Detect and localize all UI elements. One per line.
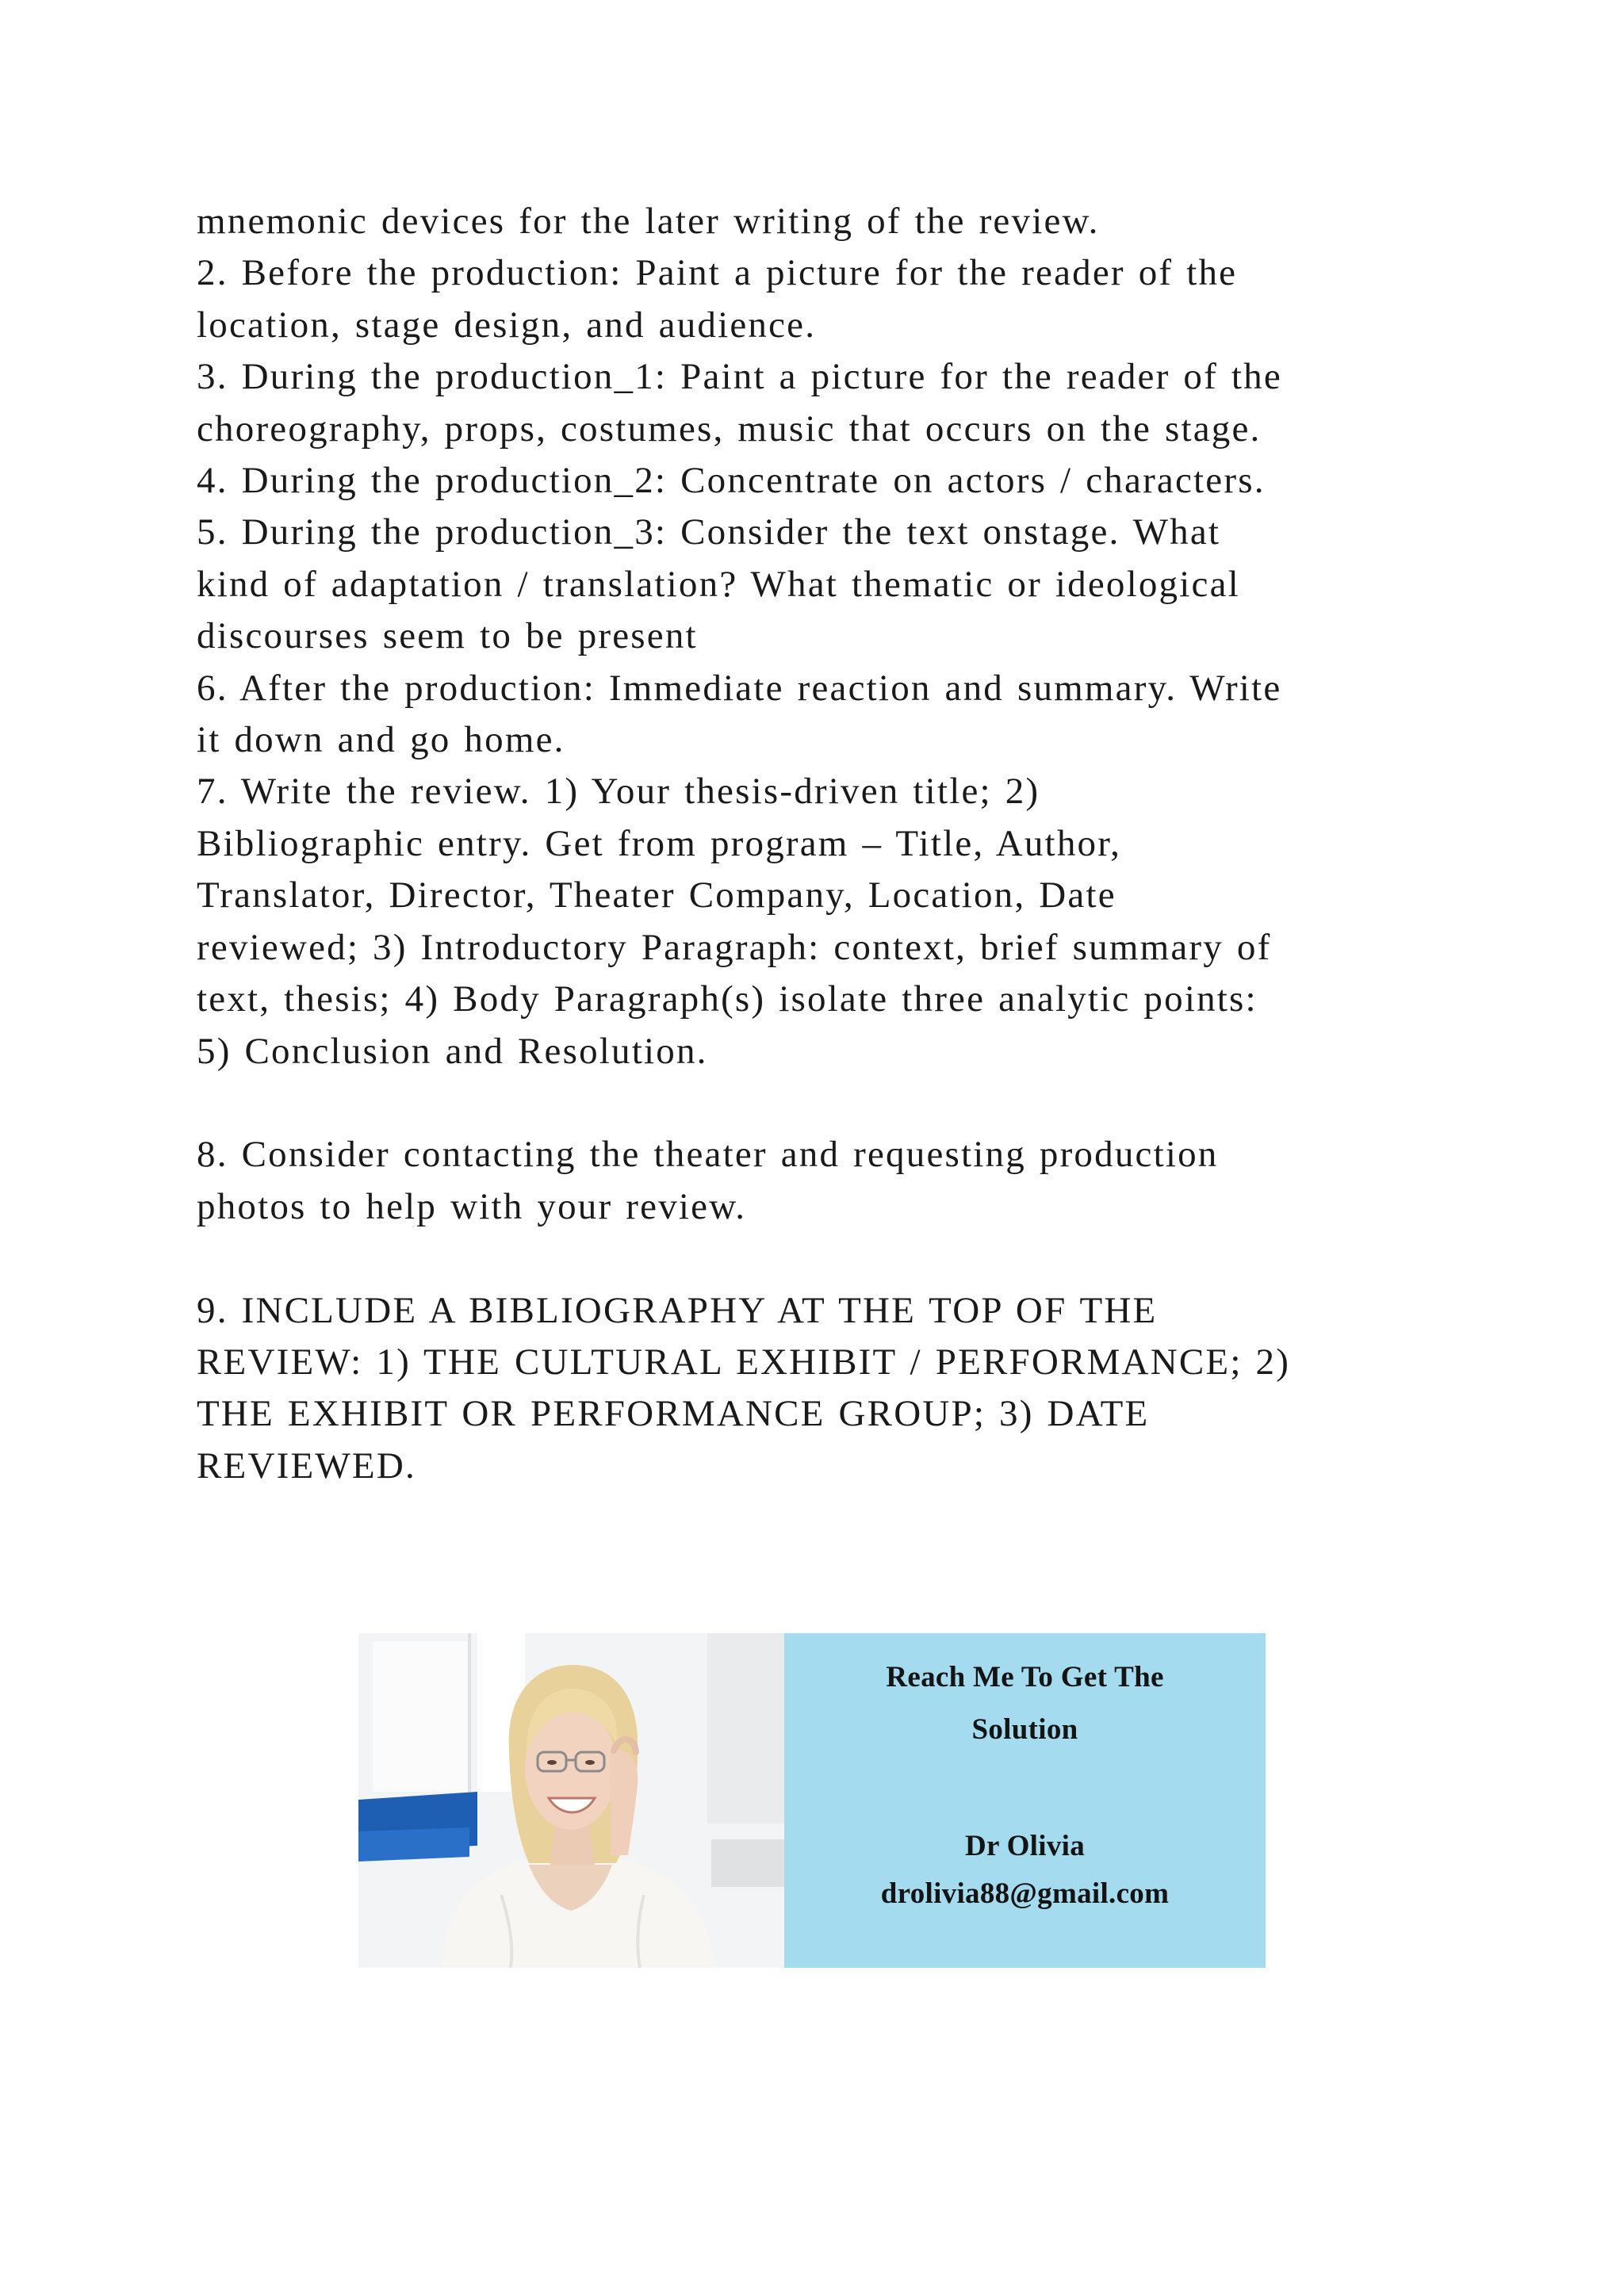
- contact-banner: [358, 1633, 1266, 1968]
- document-line: 6. After the production: Immediate reaction and summary. Write: [197, 667, 1282, 709]
- banner-headline: Reach Me To Get The: [886, 1661, 1164, 1693]
- document-line: mnemonic devices for the later writing of the review.: [197, 201, 1100, 242]
- document-line: 5. During the production_3: Consider the text onstage. What: [197, 511, 1221, 553]
- document-line: kind of adaptation / translation? What thematic or ideological: [197, 563, 1240, 605]
- document-line: photos to help with your review.: [197, 1185, 747, 1227]
- document-line: 7. Write the review. 1) Your thesis-driven title; 2): [197, 771, 1040, 813]
- banner-name: Dr Olivia: [964, 1830, 1086, 1862]
- document-line: discourses seem to be present: [197, 615, 698, 657]
- document-line: 5) Conclusion and Resolution.: [197, 1030, 708, 1072]
- document-line: it down and go home.: [197, 719, 565, 761]
- document-line: 8. Consider contacting the theater and requesting production: [197, 1134, 1219, 1176]
- document-line: 2. Before the production: Paint a picture for the reader of the: [197, 252, 1238, 294]
- woman-photo-illustration: [358, 1633, 784, 1968]
- document-line: Translator, Director, Theater Company, Location, Date: [197, 874, 1116, 916]
- document-line: choreography, props, costumes, music that occurs on the stage.: [197, 408, 1262, 450]
- document-line: reviewed; 3) Introductory Paragraph: context, brief summary of: [197, 926, 1272, 968]
- paragraph-gap: [197, 1077, 1450, 1129]
- document-line: text, thesis; 4) Body Paragraph(s) isolate three analytic points:: [197, 978, 1258, 1020]
- document-line: THE EXHIBIT OR PERFORMANCE GROUP; 3) DATE: [197, 1393, 1150, 1435]
- woman-photo: [358, 1633, 784, 1968]
- document-line: REVIEWED.: [197, 1445, 416, 1487]
- document-line: Bibliographic entry. Get from program – Title, Author,: [197, 822, 1122, 864]
- paragraph-gap: [197, 1233, 1450, 1284]
- document-body: [197, 196, 1450, 1492]
- document-line: 9. INCLUDE A BIBLIOGRAPHY AT THE TOP OF THE: [197, 1289, 1158, 1331]
- banner-headline-2: Solution: [971, 1713, 1078, 1746]
- banner-email: drolivia88@gmail.com: [880, 1877, 1170, 1910]
- document-line: location, stage design, and audience.: [197, 304, 817, 346]
- document-line: 4. During the production_2: Concentrate on actors / characters.: [197, 460, 1266, 502]
- document-line: 3. During the production_1: Paint a picture for the reader of the: [197, 356, 1282, 398]
- contact-info-panel: [784, 1633, 1266, 1968]
- document-line: REVIEW: 1) THE CULTURAL EXHIBIT / PERFORMANCE; 2): [197, 1341, 1291, 1383]
